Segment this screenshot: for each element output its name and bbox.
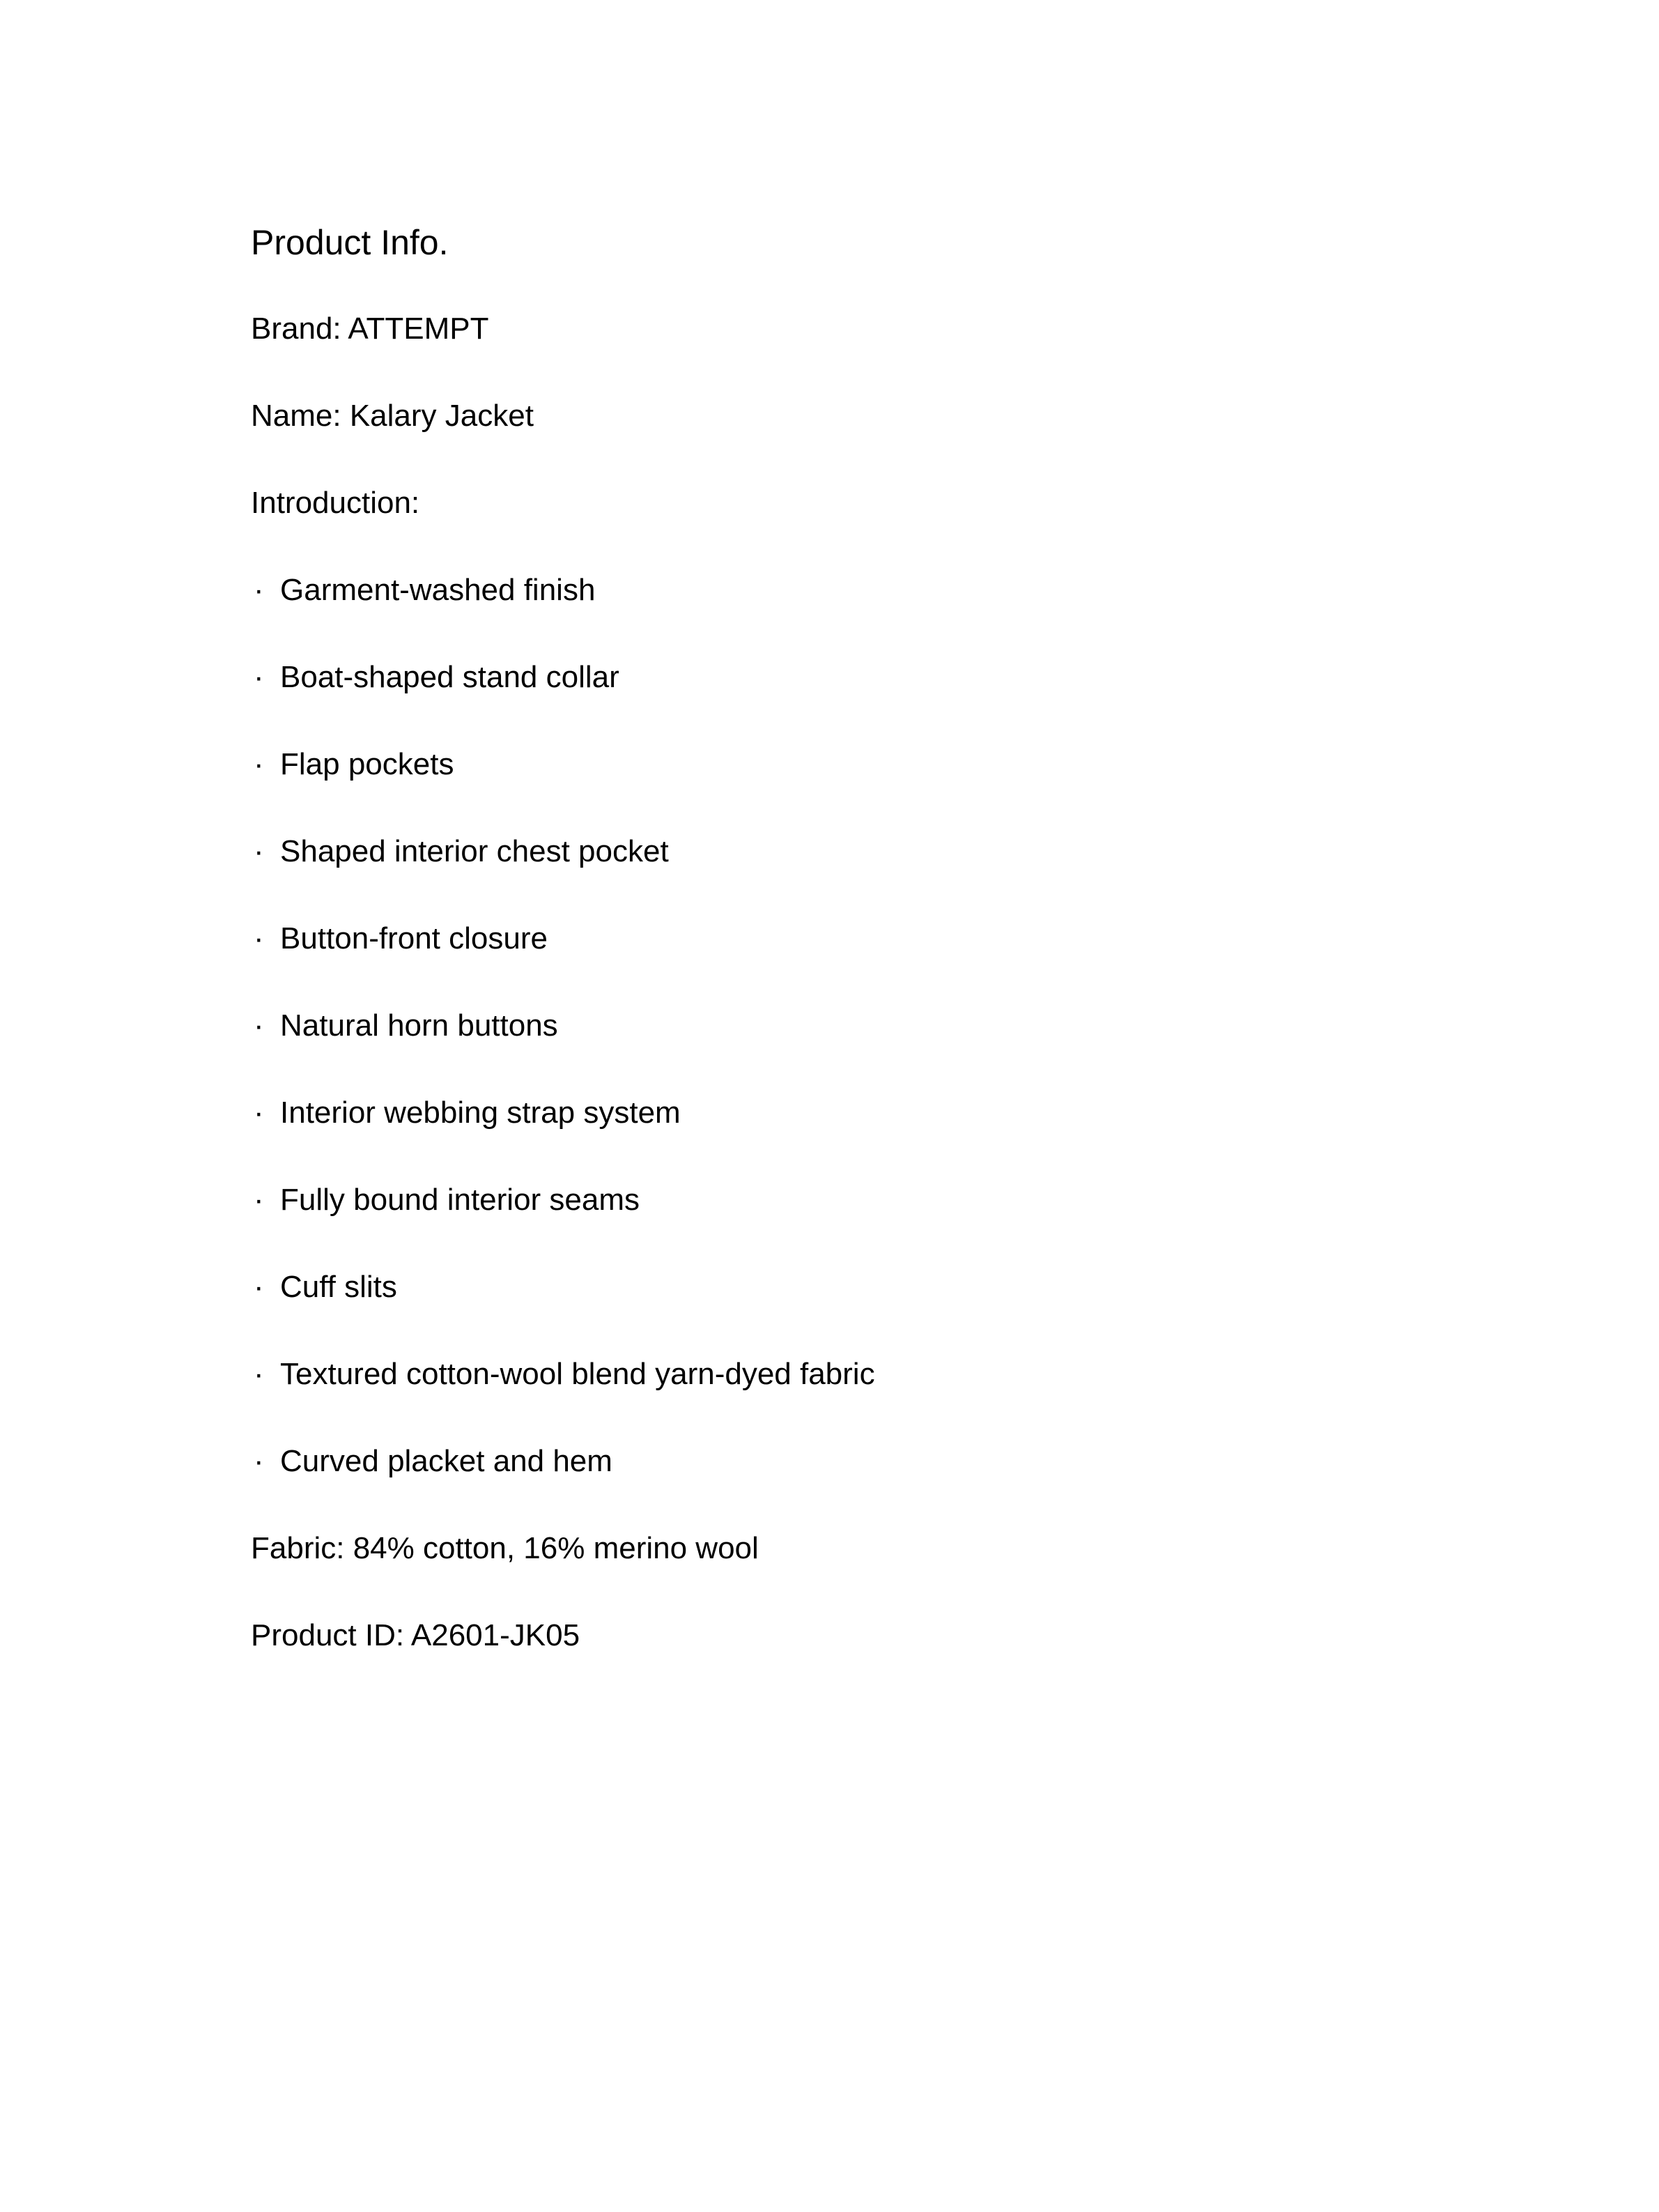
- introduction-label: Introduction:: [251, 486, 420, 520]
- bullet-icon: ·: [254, 1444, 264, 1478]
- list-item: [251, 1178, 1505, 1222]
- product-info-section: [251, 219, 1505, 1700]
- product-id-line: Product ID: A2601-JK05: [251, 1618, 580, 1652]
- list-item: [251, 1004, 1505, 1048]
- feature-text: Garment-washed finish: [280, 573, 596, 607]
- feature-text: Curved placket and hem: [280, 1444, 612, 1478]
- bullet-icon: ·: [254, 1008, 264, 1043]
- feature-text: Flap pockets: [280, 747, 454, 781]
- bullet-icon: ·: [254, 921, 264, 955]
- list-item: [251, 568, 1505, 613]
- bullet-icon: ·: [254, 747, 264, 781]
- bullet-icon: ·: [254, 573, 264, 607]
- feature-text: Boat-shaped stand collar: [280, 660, 619, 694]
- feature-list: [251, 568, 1505, 1484]
- feature-text: Button-front closure: [280, 921, 548, 955]
- list-item: [251, 916, 1505, 961]
- bullet-icon: ·: [254, 1270, 264, 1304]
- list-item: [251, 1091, 1505, 1135]
- feature-text: Textured cotton-wool blend yarn-dyed fabric: [280, 1357, 875, 1391]
- list-item: [251, 1265, 1505, 1309]
- bullet-icon: ·: [254, 660, 264, 694]
- bullet-icon: ·: [254, 1096, 264, 1130]
- name-line: Name: Kalary Jacket: [251, 399, 534, 433]
- bullet-icon: ·: [254, 834, 264, 868]
- fabric-line: Fabric: 84% cotton, 16% merino wool: [251, 1531, 759, 1565]
- brand-line: Brand: ATTEMPT: [251, 312, 489, 346]
- feature-text: Interior webbing strap system: [280, 1096, 681, 1130]
- list-item: [251, 1352, 1505, 1397]
- list-item: [251, 1439, 1505, 1484]
- feature-text: Cuff slits: [280, 1270, 397, 1304]
- list-item: [251, 742, 1505, 787]
- feature-text: Shaped interior chest pocket: [280, 834, 669, 868]
- feature-text: Fully bound interior seams: [280, 1183, 640, 1217]
- bullet-icon: ·: [254, 1183, 264, 1217]
- page-title: Product Info.: [251, 223, 449, 262]
- feature-text: Natural horn buttons: [280, 1008, 558, 1043]
- list-item: [251, 829, 1505, 874]
- bullet-icon: ·: [254, 1357, 264, 1391]
- list-item: [251, 655, 1505, 700]
